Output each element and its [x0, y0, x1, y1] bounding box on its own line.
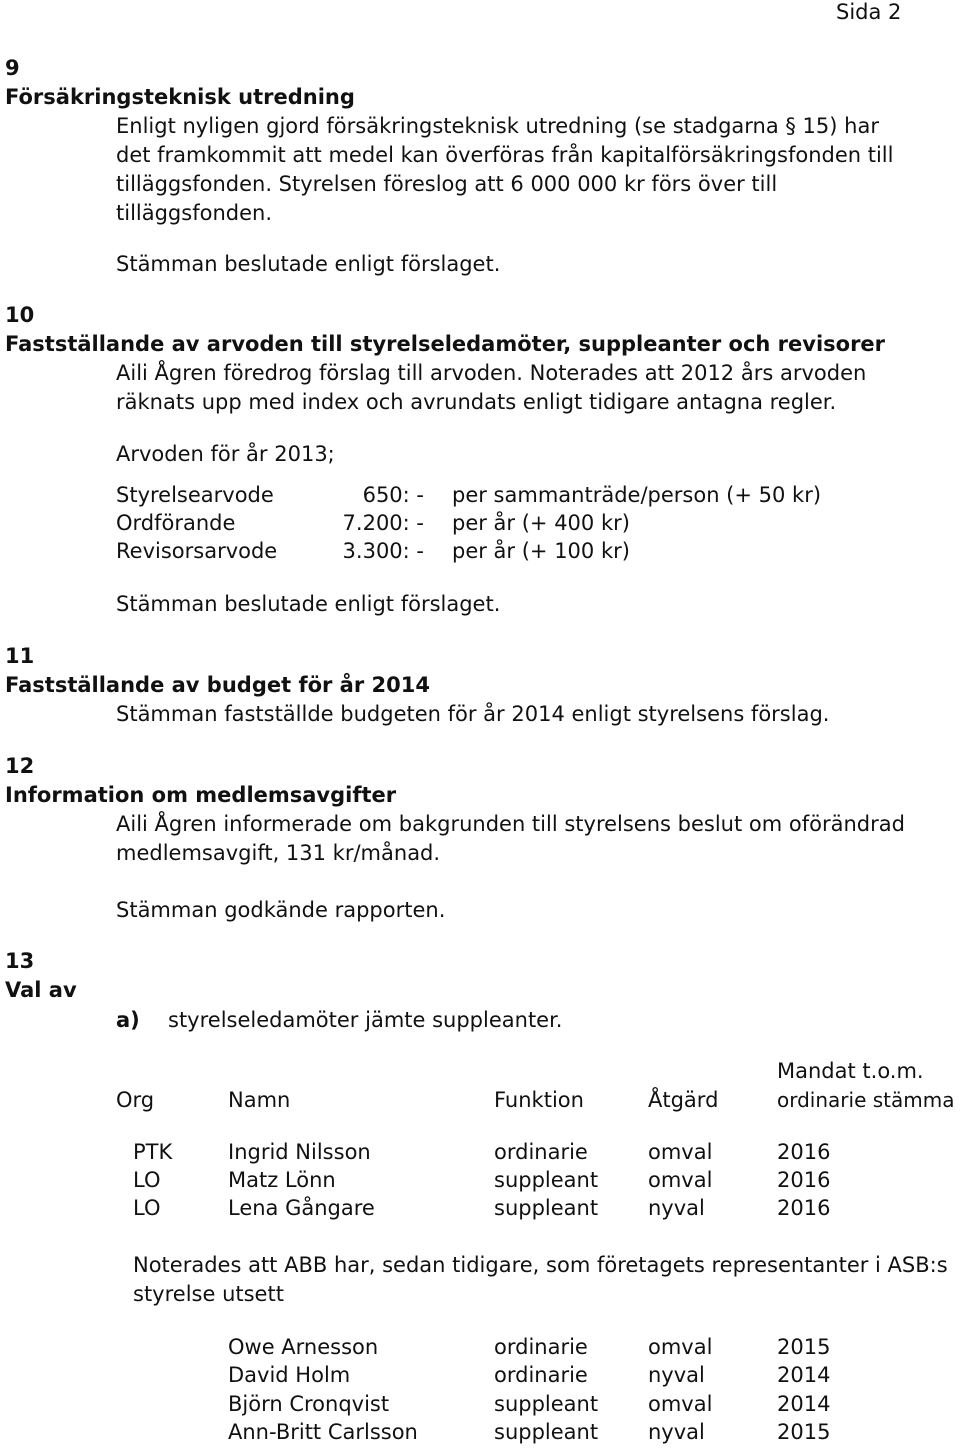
cell-funktion: suppleant	[494, 1168, 599, 1192]
section-10-number: 10	[5, 303, 35, 327]
subsection-label: a)	[116, 1008, 140, 1032]
cell-funktion: ordinarie	[494, 1335, 588, 1359]
section-11-number: 11	[5, 644, 35, 668]
cell-funktion: ordinarie	[494, 1140, 588, 1164]
section-11-text: Stämman fastställde budgeten för år 2014 enligt styrelsens förslag.	[116, 702, 830, 726]
cell-ar: 2016	[777, 1140, 831, 1164]
fee-description: per år (+ 100 kr)	[452, 539, 630, 563]
section-9-text: Enligt nyligen gjord försäkringsteknisk utredning (se stadgarna § 15) har det framkommit att medel kan överföras från kapitalförsäkringsfonden till tilläggsfonden. Styrelsen föreslog att 6 000 000 kr förs över till tilläggsfonden.	[116, 114, 894, 225]
section-13-number: 13	[5, 949, 35, 973]
fees-heading: Arvoden för år 2013;	[116, 442, 335, 466]
header-mandat-bottom: ordinarie stämma	[777, 1088, 955, 1112]
cell-funktion: suppleant	[494, 1196, 599, 1220]
fee-amount: 7.200: -	[342, 511, 424, 535]
cell-namn: David Holm	[228, 1363, 351, 1387]
cell-atgard: nyval	[648, 1420, 705, 1444]
header-org: Org	[116, 1088, 155, 1112]
header-mandat-top: Mandat t.o.m.	[777, 1059, 924, 1083]
cell-namn: Owe Arnesson	[228, 1335, 379, 1359]
cell-funktion: suppleant	[494, 1392, 599, 1416]
cell-atgard: omval	[648, 1140, 713, 1164]
cell-ar: 2014	[777, 1363, 831, 1387]
fee-name: Styrelsearvode	[116, 483, 274, 507]
cell-namn: Matz Lönn	[228, 1168, 336, 1192]
section-10-title: Fastställande av arvoden till styrelseledamöter, suppleanter och revisorer	[5, 332, 886, 356]
abb-note: Noterades att ABB har, sedan tidigare, som företagets representanter i ASB:s styrelse utsett	[133, 1253, 948, 1306]
cell-ar: 2016	[777, 1196, 831, 1220]
cell-funktion: suppleant	[494, 1420, 599, 1444]
subsection-text: styrelseledamöter jämte suppleanter.	[168, 1008, 563, 1032]
cell-org: PTK	[133, 1140, 173, 1164]
cell-org: LO	[133, 1196, 161, 1220]
cell-atgard: nyval	[648, 1196, 705, 1220]
cell-atgard: omval	[648, 1168, 713, 1192]
section-10-text: Aili Ågren föredrog förslag till arvoden. Noterades att 2012 års arvoden räknats upp med index och avrundats enligt tidigare antagna regler.	[116, 361, 867, 414]
cell-namn: Björn Cronqvist	[228, 1392, 390, 1416]
section-11-title: Fastställande av budget för år 2014	[5, 673, 430, 697]
fee-amount: 3.300: -	[342, 539, 424, 563]
fee-description: per sammanträde/person (+ 50 kr)	[452, 483, 822, 507]
page-number: Sida 2	[836, 0, 902, 24]
header-atgard: Åtgärd	[648, 1088, 719, 1112]
cell-namn: Lena Gångare	[228, 1196, 375, 1220]
header-namn: Namn	[228, 1088, 291, 1112]
cell-ar: 2015	[777, 1335, 831, 1359]
cell-ar: 2014	[777, 1392, 831, 1416]
section-12-text: Aili Ågren informerade om bakgrunden till styrelsens beslut om oförändrad medlemsavgift, 131 kr/månad.	[116, 812, 905, 865]
cell-atgard: omval	[648, 1392, 713, 1416]
fee-description: per år (+ 400 kr)	[452, 511, 630, 535]
cell-ar: 2016	[777, 1168, 831, 1192]
cell-atgard: nyval	[648, 1363, 705, 1387]
fee-name: Ordförande	[116, 511, 236, 535]
cell-atgard: omval	[648, 1335, 713, 1359]
cell-funktion: ordinarie	[494, 1363, 588, 1387]
section-9-decision: Stämman beslutade enligt förslaget.	[116, 252, 501, 276]
section-9-title: Försäkringsteknisk utredning	[5, 85, 355, 109]
fee-name: Revisorsarvode	[116, 539, 278, 563]
fee-amount: 650: -	[362, 483, 424, 507]
header-funktion: Funktion	[494, 1088, 584, 1112]
section-13-title: Val av	[5, 978, 77, 1002]
section-12-decision: Stämman godkände rapporten.	[116, 898, 446, 922]
cell-org: LO	[133, 1168, 161, 1192]
cell-namn: Ann-Britt Carlsson	[228, 1420, 418, 1444]
cell-namn: Ingrid Nilsson	[228, 1140, 371, 1164]
section-12-number: 12	[5, 754, 35, 778]
section-9-number: 9	[5, 56, 20, 80]
section-12-title: Information om medlemsavgifter	[5, 783, 397, 807]
cell-ar: 2015	[777, 1420, 831, 1444]
section-10-decision: Stämman beslutade enligt förslaget.	[116, 592, 501, 616]
